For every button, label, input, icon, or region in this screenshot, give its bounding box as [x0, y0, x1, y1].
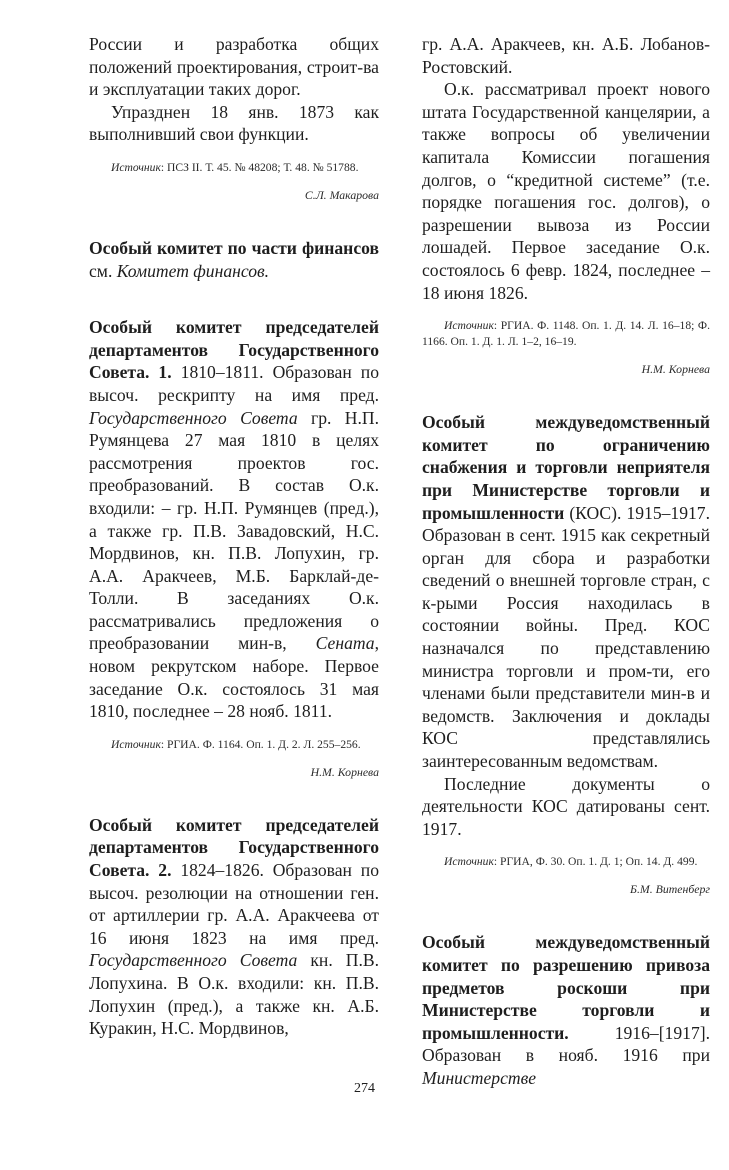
cross-reference: Комитет финансов. — [116, 260, 270, 281]
source-note — [89, 160, 379, 176]
entry-paragraph — [89, 814, 379, 1040]
entry-text: 1916–[1917]. Образован в нояб. 1916 при — [422, 1022, 710, 1066]
left-column — [89, 33, 379, 1040]
entry-title: Особый междуведомственный комитет по ограничению снабжения и торговли неприятеля при Министерстве торговли и промышленности — [422, 412, 710, 523]
entry-text: кн. П.В. Лопухина. В О.к. входили: кн. П.В. Лопухин (пред.), а также кн. А.Б. Куракин, Н.С. Мордвинов, — [89, 950, 379, 1039]
entry-paragraph — [422, 411, 710, 773]
paragraph: Упразднен 18 янв. 1873 как выполнивший свои функции. — [89, 101, 379, 145]
source-label: Источник — [111, 160, 161, 174]
source-label: Источник — [444, 319, 494, 333]
author-signature: Н.М. Корнева — [641, 362, 710, 377]
cross-reference: Государственного Совета — [89, 950, 298, 971]
entry-paragraph — [89, 316, 379, 723]
source-text: : РГИА. Ф. 1164. Оп. 1. Д. 2. Л. 255–256. — [160, 737, 361, 751]
author-signature: С.Л. Макарова — [304, 187, 379, 202]
entry-title: Особый междуведомственный комитет по разрешению привоза предметов роскоши при Министерстве торговли и промышленности. — [422, 932, 710, 1043]
source-label: Источник — [111, 737, 161, 751]
source-note — [422, 318, 710, 350]
source-label: Источник — [444, 855, 494, 869]
source-note — [89, 737, 379, 753]
entry-text: см. — [89, 260, 117, 281]
entry-paragraph — [422, 931, 710, 1089]
entry-text: (КОС). 1915–1917. Образован в сент. 1915 как секретный орган для сбора и разработки сведений о внешней торговле стран, с к-рыми Россия находилась в состоянии войны. Пред. КОС назначался по представлению министра торговли и пром-ти, его членами были представители мин-в и ведомств. Заключения и доклады КОС представлялись заинтересованным ведомствам. — [422, 502, 710, 772]
cross-reference: Сената — [315, 633, 375, 654]
paragraph: России и разработка общих положений проектирования, строит-ва и эксплуатации таких дорог. — [89, 34, 379, 100]
page-number: 274 — [354, 1081, 375, 1096]
entry-text: 1824–1826. Образован по высоч. резолюции на отношении ген. от артиллерии гр. А.А. Аракчеева от 16 июня 1823 на имя пред. — [89, 860, 379, 948]
cross-reference: Государственного Совета — [89, 407, 298, 428]
entry-title: Особый комитет по части финансов — [89, 237, 379, 258]
entry-paragraph — [89, 237, 379, 282]
author-signature: Б.М. Витенберг — [629, 882, 710, 897]
author-signature: Н.М. Корнева — [310, 764, 379, 779]
source-text: : РГИА, Ф. 30. Оп. 1. Д. 1; Оп. 14. Д. 499. — [493, 855, 698, 869]
source-note — [422, 854, 710, 870]
entry-title: Особый комитет председателей департаментов Государственного Совета. 1. — [89, 317, 379, 383]
entry-text: , новом рекрутском наборе. Первое заседание О.к. состоялось 31 мая 1810, последнее – 28 нояб. 1811. — [89, 633, 379, 722]
paragraph: гр. А.А. Аракчеев, кн. А.Б. Лобанов-Ростовский. — [422, 34, 710, 77]
paragraph: О.к. рассматривал проект нового штата Государственной канцелярии, а также вопросы об увеличении капитала Комиссии погашения долгов, о “кредитной системе” (т.е. порядке погашения гос. долгов), о разрешении вывоза из России лошадей. Первое заседание О.к. состоялось 6 февр. 1824, последнее – 18 июня 1826. — [422, 79, 710, 303]
cross-reference: Министерстве — [422, 1067, 537, 1088]
source-text: : ПСЗ II. Т. 45. № 48208; Т. 48. № 51788. — [160, 160, 359, 174]
paragraph: Последние документы о деятельности КОС датированы сент. 1917. — [422, 773, 710, 839]
entry-text: 1810–1811. Образован по высоч. рескрипту на имя пред. — [89, 362, 379, 405]
right-column — [422, 33, 710, 1090]
entry-text: гр. Н.П. Румянцева 27 мая 1810 в целях рассмотрения проектов гос. преобразований. В состав О.к. входили: – гр. Н.П. Румянцев (пред.), а также гр. П.В. Завадовский, Н.С. Мордвинов, кн. П.В. Лопухин, гр. А.А. Аракчеев, М.Б. Барклай-де-Толли. В заседаниях О.к. рассматривались предложения о преобразовании мин-в, — [89, 407, 379, 654]
source-text: : РГИА. Ф. 1148. Оп. 1. Д. 14. Л. 16–18; Ф. 1166. Оп. 1. Д. 1. Л. 1–2, 16–19. — [422, 319, 710, 349]
entry-title: Особый комитет председателей департаментов Государственного Совета. 2. — [89, 814, 379, 881]
